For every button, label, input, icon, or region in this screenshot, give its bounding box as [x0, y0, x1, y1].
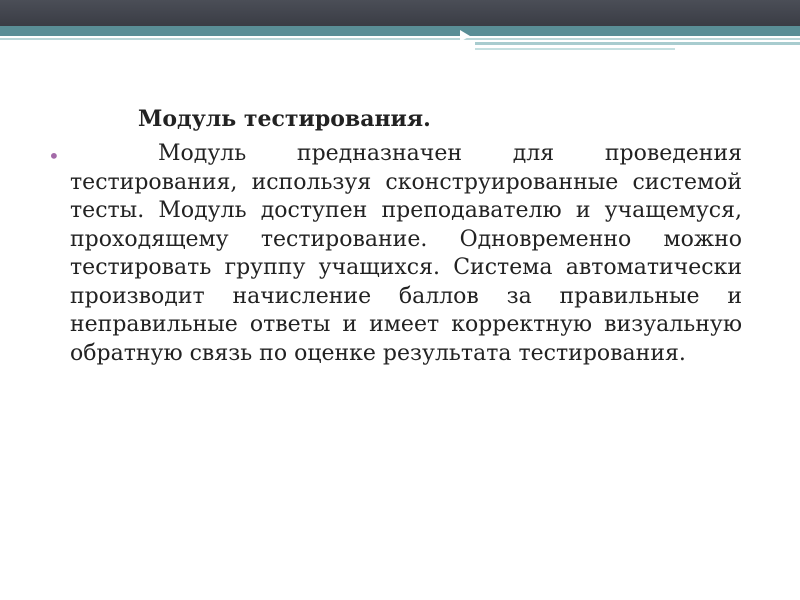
decorative-line — [0, 38, 800, 40]
decorative-stripe — [475, 48, 675, 50]
decorative-stripe — [475, 42, 800, 45]
bullet-icon: • — [48, 144, 60, 168]
bullet-text: Модуль предназначен для проведения тестирования, используя сконструированные системой тесты. Модуль доступен преподавателю и учащемуся, проходящему тестирование. Одновременно можно тестировать группу учащихся. Система автоматически производит начисление баллов за правильные и неправильные ответы и имеет корректную визуальную обратную связь по оценке результата тестирования. — [70, 141, 742, 366]
slide-title: Модуль тестирования. — [138, 106, 431, 132]
teal-accent-band — [0, 26, 800, 36]
slide-content — [48, 104, 742, 368]
bullet-item — [48, 140, 742, 368]
decorative-triangle — [460, 30, 470, 42]
top-dark-bar — [0, 0, 800, 26]
